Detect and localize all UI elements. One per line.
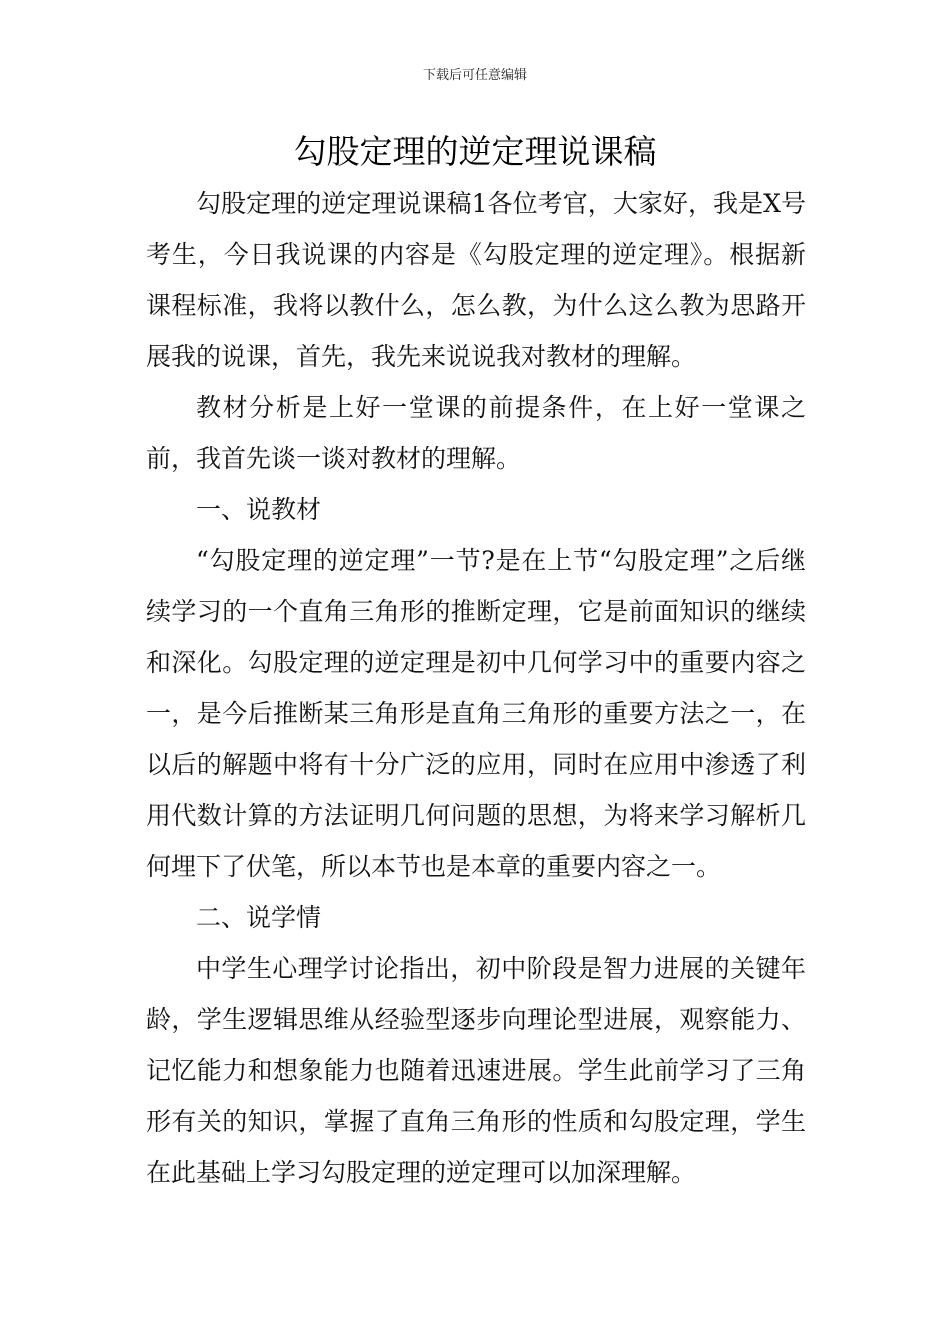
- section-heading-textbook: 一、说教材: [196, 495, 322, 524]
- page-header-note: 下载后可任意编辑: [422, 68, 527, 83]
- paragraph-students-content: 中学生心理学讨论指出，初中阶段是智力进展的关键年龄，学生逻辑思维从经验型逐步向理论型进展，观察能力、记忆能力和想象能力也随着迅速进展。学生此前学习了三角形有关的知识，掌握了直角三角形的性质和勾股定理，学生在此基础上学习勾股定理的逆定理可以加深理解。: [146, 954, 806, 1187]
- section-heading-students: 二、说学情: [196, 903, 322, 932]
- paragraph-textbook-content: “勾股定理的逆定理”一节?是在上节“勾股定理”之后继续学习的一个直角三角形的推断定理，它是前面知识的继续和深化。勾股定理的逆定理是初中几何学习中的重要内容之一，是今后推断某三角形是直角三角形的重要方法之一，在以后的解题中将有十分广泛的应用，同时在应用中渗透了利用代数计算的方法证明几何问题的思想，为将来学习解析几何埋下了伏笔，所以本节也是本章的重要内容之一。: [146, 546, 806, 881]
- document-body: [146, 178, 806, 1198]
- paragraph-intro: 勾股定理的逆定理说课稿1各位考官，大家好，我是X号考生，今日我说课的内容是《勾股定理的逆定理》。根据新课程标准，我将以教什么，怎么教，为什么这么教为思路开展我的说课，首先，我先来说说我对教材的理解。: [146, 189, 806, 371]
- document-title: 勾股定理的逆定理说课稿: [293, 132, 657, 171]
- paragraph-textbook-analysis: 教材分析是上好一堂课的前提条件，在上好一堂课之前，我首先谈一谈对教材的理解。: [146, 393, 806, 473]
